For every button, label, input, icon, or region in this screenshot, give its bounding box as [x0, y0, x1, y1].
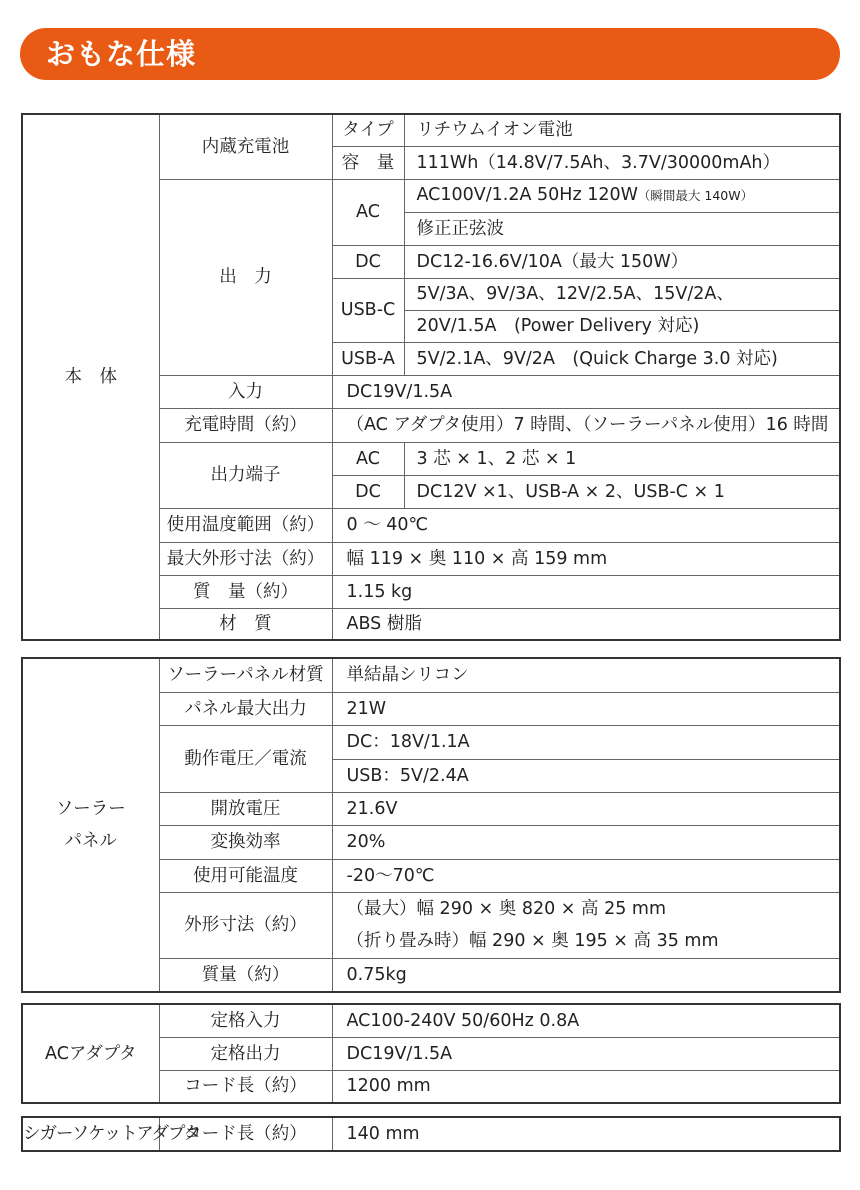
- cigar-adapter-category: シガーソケットアダプタ: [22, 1117, 159, 1151]
- solar-max-output-value: 21W: [332, 692, 840, 725]
- cigar-cord-value: 140 mm: [332, 1117, 840, 1151]
- solar-dim-value-2: （折り畳み時）幅 290 × 奥 195 × 高 35 mm: [332, 925, 840, 958]
- output-usbc-value-2: 20V/1.5A (Power Delivery 対応): [404, 310, 840, 342]
- battery-type-value: リチウムイオン電池: [404, 114, 840, 146]
- battery-type-label: タイプ: [332, 114, 404, 146]
- battery-capacity-label: 容 量: [332, 146, 404, 179]
- ports-dc-label: DC: [332, 475, 404, 508]
- output-ac-value-1: [404, 179, 840, 212]
- solar-open-label: 開放電圧: [159, 792, 332, 825]
- ac-adapter-table: [21, 1003, 841, 1104]
- weight-value: 1.15 kg: [332, 575, 840, 608]
- ac-cord-value: 1200 mm: [332, 1070, 840, 1103]
- solar-weight-value: 0.75kg: [332, 958, 840, 992]
- solar-op-dc: DC：18V/1.1A: [332, 725, 840, 759]
- solar-eff-value: 20%: [332, 825, 840, 859]
- page-title: おもな仕様: [46, 37, 197, 71]
- solar-category-line2: パネル: [64, 831, 117, 851]
- main-unit-category: 本 体: [22, 114, 159, 640]
- ports-dc-value: DC12V ×1、USB-A × 2、USB-C × 1: [404, 475, 840, 508]
- charge-time-label: 充電時間（約）: [159, 408, 332, 442]
- ac-cord-label: コード長（約）: [159, 1070, 332, 1103]
- solar-material-value: 単結晶シリコン: [332, 658, 840, 692]
- dimensions-label: 最大外形寸法（約）: [159, 542, 332, 575]
- input-label: 入力: [159, 375, 332, 408]
- solar-dim-label: 外形寸法（約）: [159, 892, 332, 958]
- solar-material-label: ソーラーパネル材質: [159, 658, 332, 692]
- solar-op-label: 動作電圧／電流: [159, 725, 332, 792]
- output-label: 出 力: [159, 179, 332, 375]
- output-ac-label: AC: [332, 179, 404, 245]
- solar-panel-table: [21, 657, 841, 993]
- temp-label: 使用温度範囲（約）: [159, 508, 332, 542]
- main-unit-table: [21, 113, 841, 641]
- weight-label: 質 量（約）: [159, 575, 332, 608]
- solar-op-usb: USB：5V/2.4A: [332, 759, 840, 792]
- dimensions-value: 幅 119 × 奥 110 × 高 159 mm: [332, 542, 840, 575]
- output-usbc-label: USB-C: [332, 278, 404, 342]
- output-usbc-value-1: 5V/3A、9V/3A、12V/2.5A、15V/2A、: [404, 278, 840, 310]
- solar-weight-label: 質量（約）: [159, 958, 332, 992]
- output-usba-label: USB-A: [332, 342, 404, 375]
- input-value: DC19V/1.5A: [332, 375, 840, 408]
- section-header: [20, 28, 840, 80]
- output-dc-label: DC: [332, 245, 404, 278]
- solar-temp-label: 使用可能温度: [159, 859, 332, 892]
- material-value: ABS 樹脂: [332, 608, 840, 640]
- ac-rated-output-value: DC19V/1.5A: [332, 1037, 840, 1070]
- ac-rated-input-label: 定格入力: [159, 1004, 332, 1037]
- battery-label: 内蔵充電池: [159, 114, 332, 179]
- solar-eff-label: 変換効率: [159, 825, 332, 859]
- ports-label: 出力端子: [159, 442, 332, 508]
- solar-category-line1: ソーラー: [55, 799, 126, 819]
- temp-value: 0 ～ 40℃: [332, 508, 840, 542]
- solar-dim-value-1: （最大）幅 290 × 奥 820 × 高 25 mm: [332, 892, 840, 925]
- ports-ac-value: 3 芯 × 1、2 芯 × 1: [404, 442, 840, 475]
- solar-temp-value: -20～70℃: [332, 859, 840, 892]
- solar-open-value: 21.6V: [332, 792, 840, 825]
- ports-ac-label: AC: [332, 442, 404, 475]
- solar-panel-category: [22, 658, 159, 992]
- ac-rated-input-value: AC100-240V 50/60Hz 0.8A: [332, 1004, 840, 1037]
- solar-max-output-label: パネル最大出力: [159, 692, 332, 725]
- output-ac-peak-note: （瞬間最大 140W）: [637, 188, 754, 203]
- battery-capacity-value: 111Wh（14.8V/7.5Ah、3.7V/30000mAh）: [404, 146, 840, 179]
- material-label: 材 質: [159, 608, 332, 640]
- cigar-cord-label: コード長（約）: [159, 1117, 332, 1151]
- output-usba-value: 5V/2.1A、9V/2A (Quick Charge 3.0 対応): [404, 342, 840, 375]
- ac-adapter-category: ACアダプタ: [22, 1004, 159, 1103]
- output-dc-value: DC12-16.6V/10A（最大 150W）: [404, 245, 840, 278]
- output-ac-value-2: 修正正弦波: [404, 212, 840, 245]
- output-ac-rating: AC100V/1.2A 50Hz 120W: [416, 185, 638, 205]
- ac-rated-output-label: 定格出力: [159, 1037, 332, 1070]
- cigar-adapter-table: [21, 1116, 841, 1152]
- charge-time-value: （AC アダプタ使用）7 時間、（ソーラーパネル使用）16 時間: [332, 408, 840, 442]
